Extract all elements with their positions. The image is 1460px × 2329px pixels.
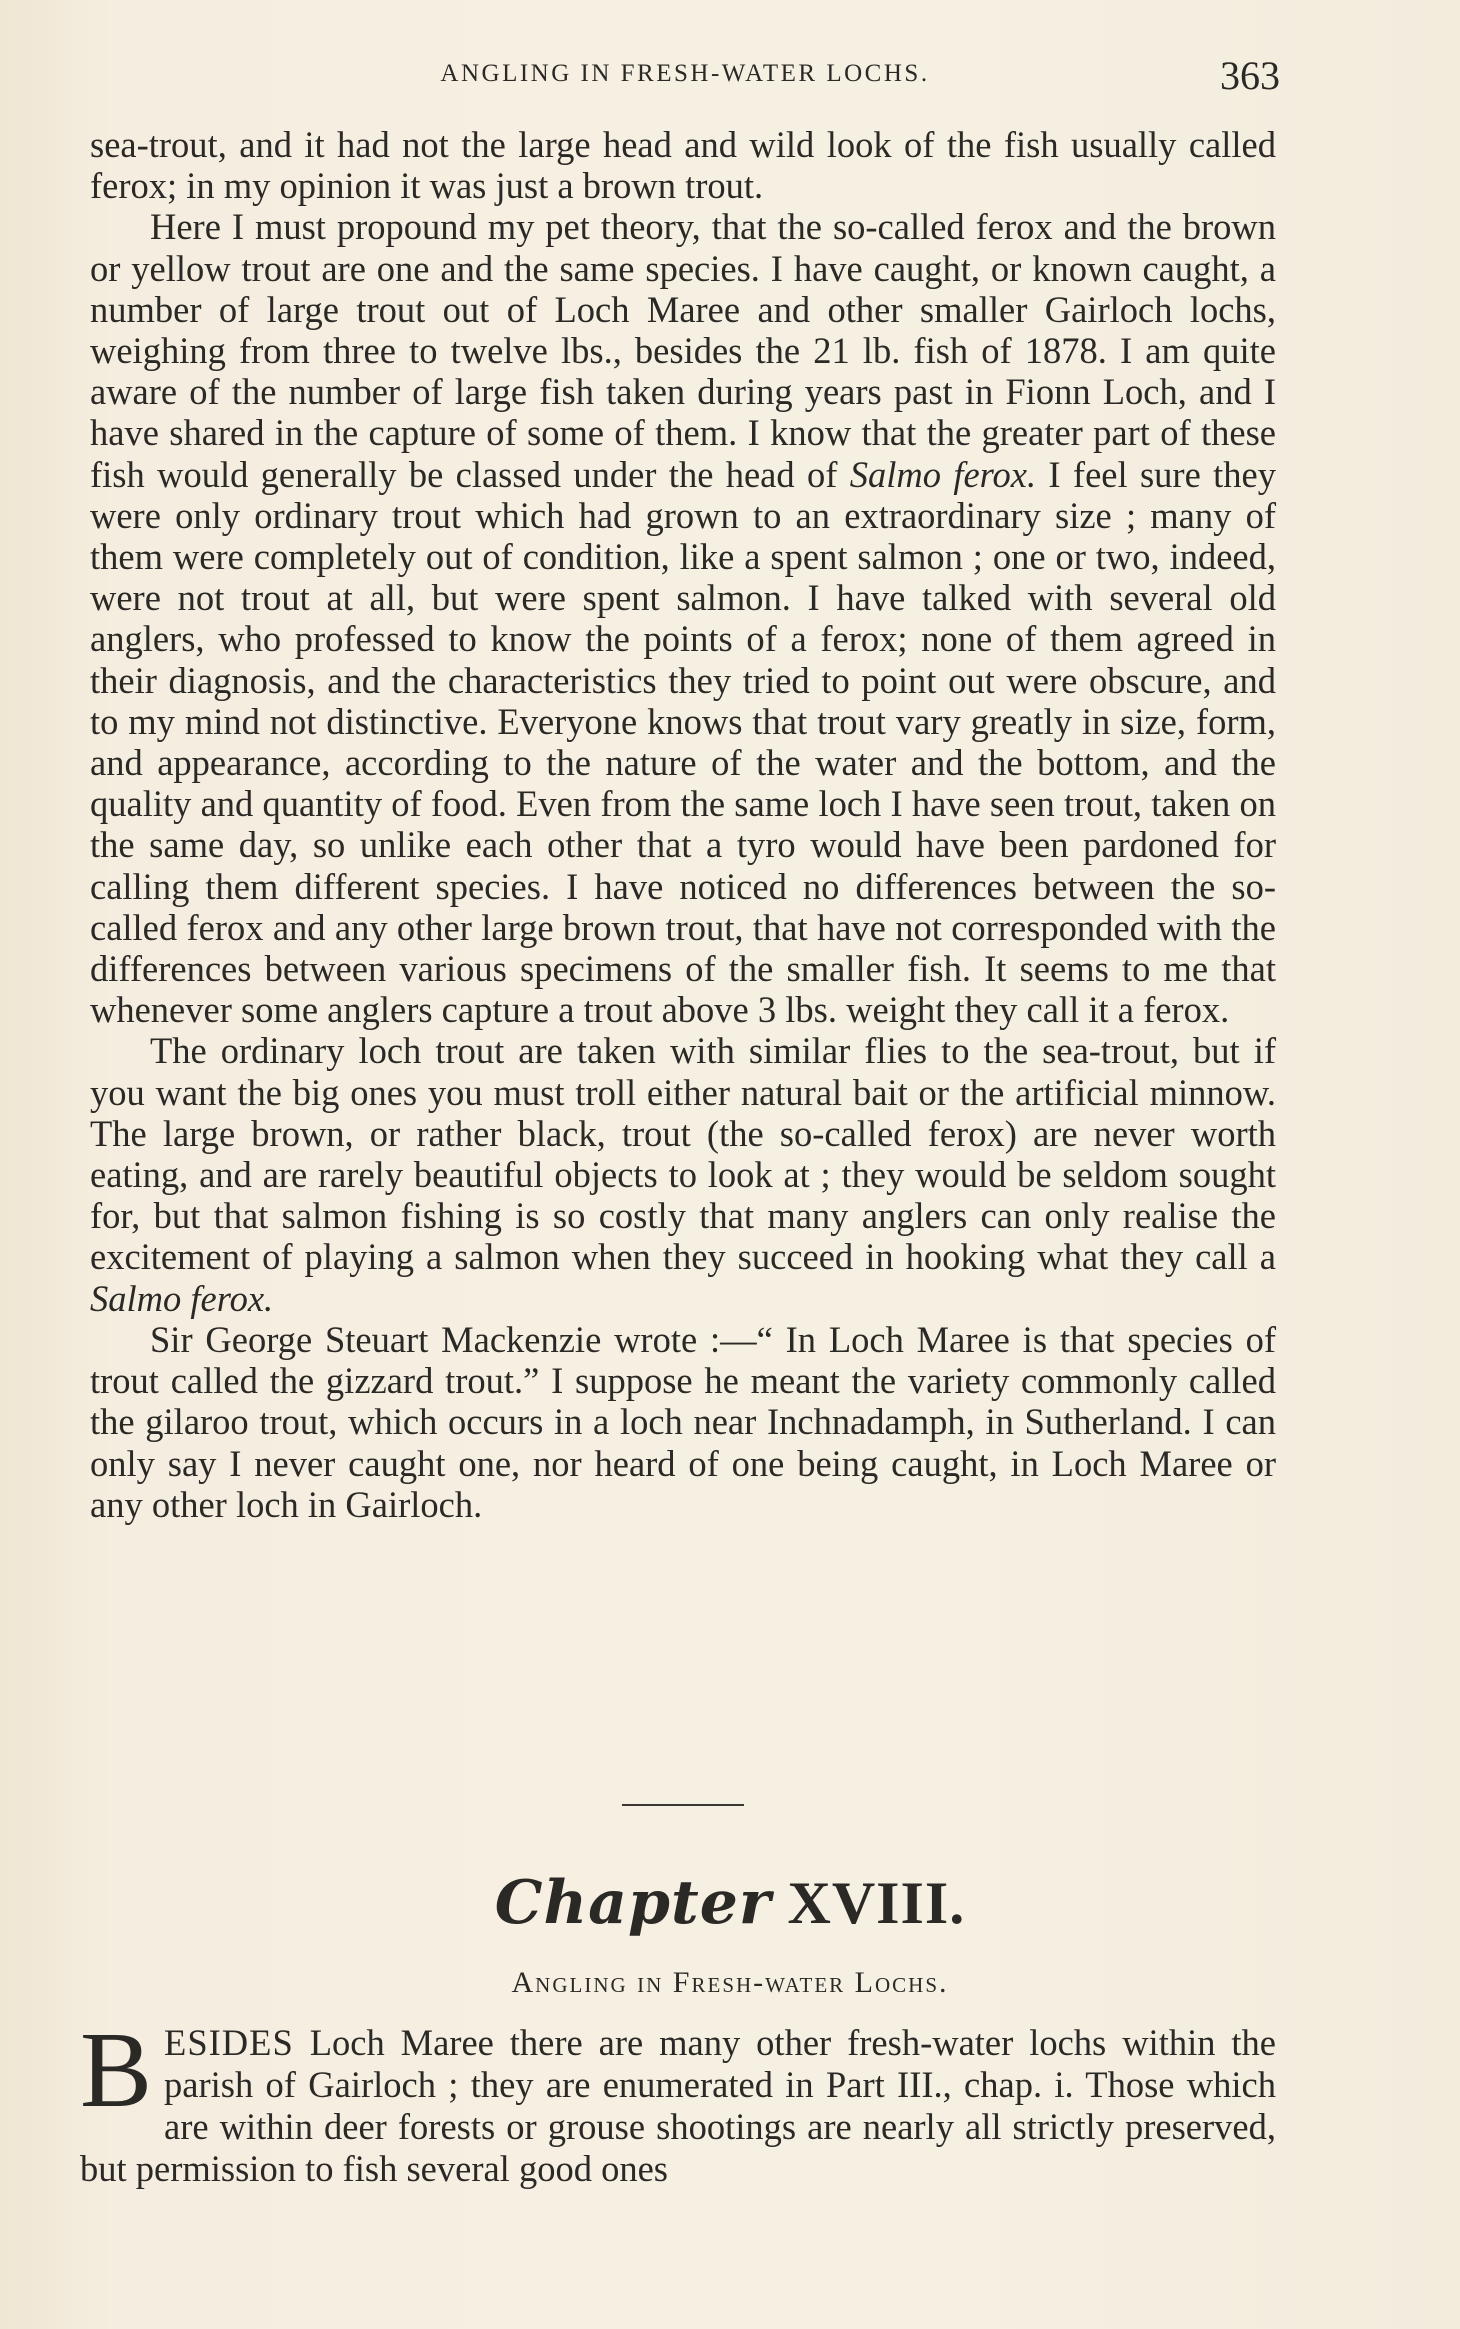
paragraph-1	[90, 124, 1276, 206]
paragraph-4-text: Sir George Steuart Mackenzie wrote :—“ In Loch Maree is that species of trout called the gizzard trout.” I suppose he meant the variety commonly called the gilaroo trout, which occurs in a loch near Inchnadamph, in Sutherland. I can only say I never caught one, nor heard of one being caught, in Loch Maree or any other loch in Gairloch.	[90, 1318, 1276, 1525]
chapter-paragraph-1	[80, 2011, 1276, 2190]
chapter-subtitle: Angling in Fresh-water Lochs.	[511, 1966, 949, 1999]
paragraph-2	[90, 206, 1276, 1030]
paragraph-2-italic-term: Salmo ferox.	[849, 453, 1037, 495]
chapter-heading	[0, 1868, 1460, 1938]
paragraph-1-text: sea-trout, and it had not the large head and wild look of the fish usually called ferox; in my opinion it was just a brown trout.	[90, 124, 1276, 207]
body-text	[90, 124, 1276, 1525]
paragraph-3-italic-term: Salmo ferox.	[90, 1277, 274, 1319]
chapter-text	[80, 2011, 1276, 2190]
paragraph-2-text-a: Here I must propound my pet theory, that the so-called ferox and the brown or yellow trout are one and the same species. I have caught, or known caught, a number of large trout out of Loch Maree and other smaller Gairloch lochs, weighing from three to twelve lbs., besides the 21 lb. fish of 1878. I am quite aware of the number of large fish taken during years past in Fionn Loch, and I have shared in the capture of some of them. I know that the greater part of these fish would generally be classed under the head of	[90, 206, 1276, 495]
page-number: 363	[1220, 53, 1280, 98]
opening-words: ESIDES	[164, 2022, 294, 2063]
paragraph-3	[90, 1030, 1276, 1318]
running-title: ANGLING IN FRESH-WATER LOCHS.	[440, 60, 930, 87]
running-head	[90, 52, 1280, 102]
paragraph-3-text: The ordinary loch trout are taken with similar flies to the sea-trout, but if you want the big ones you must troll either natural bait or the artificial minnow. The large brown, or rather black, trout (the so-called ferox) are never worth eating, and are rarely beautiful objects to look at ; they would be seldom sought for, but that salmon fishing is so costly that many anglers can only realise the excitement of playing a salmon when they succeed in hooking what they call a	[90, 1030, 1276, 1278]
chapter-paragraph-1-text: Loch Maree there are many other fresh-water lochs within the parish of Gairloch ; they are enumerated in Part III., chap. i. Those which are within deer forests or grouse shootings are nearly all strictly preserved, but permission to fish several good ones	[80, 2022, 1276, 2189]
paragraph-2-text-b: I feel sure they were only ordinary trout which had grown to an extraordinary size ; many of them were completely out of condition, like a spent salmon ; one or two, indeed, were not trout at all, but were spent salmon. I have talked with several old anglers, who professed to know the points of a ferox; none of them agreed in their diagnosis, and the characteristics they tried to point out were obscure, and to my mind not distinctive. Everyone knows that trout vary greatly in size, form, and appearance, according to the nature of the water and the bottom, and the quality and quantity of food. Even from the same loch I have seen trout, taken on the same day, so unlike each other that a tyro would have been pardoned for calling them different species. I have noticed no differences between the so-called ferox and any other large brown trout, that have not corresponded with the differences between various specimens of the smaller fish. It seems to me that whenever some anglers capture a trout above 3 lbs. weight they call it a ferox.	[90, 453, 1276, 1031]
chapter-word: Chapter	[494, 1868, 772, 1938]
section-divider	[622, 1804, 744, 1806]
paragraph-4	[90, 1319, 1276, 1525]
chapter-number: XVIII.	[787, 1870, 966, 1936]
drop-cap: B	[80, 2011, 153, 2130]
